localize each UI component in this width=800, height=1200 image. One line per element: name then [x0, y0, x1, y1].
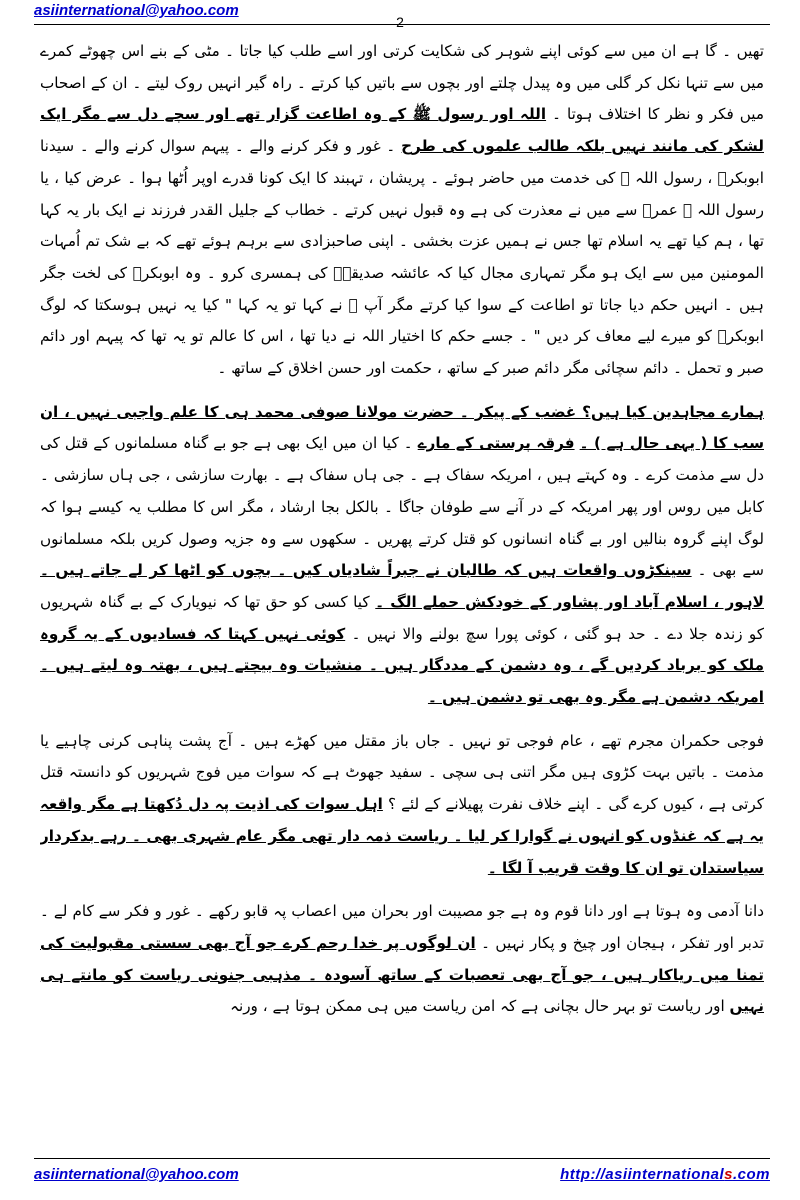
footer-website-link[interactable] — [560, 1166, 770, 1183]
paragraph-1-highlight-1: اللہ اور رسول ﷺ کے وہ اطاعت گزار تھے اور سچے دل سے مگر ایک لشکر کی مانند نہیں بلکہ طالب علموں کی طرح — [40, 105, 764, 156]
paragraph-4 — [40, 896, 764, 1023]
paragraph-2-highlight-2: فرقہ پرستی کے مارے — [417, 434, 575, 453]
paragraph-2-highlight-4: کوئی نہیں کہتا کہ فسادیوں کے یہ گروہ ملک کو برباد کردیں گے ، وہ دشمن کے مددگار ہیں ۔ منشیات وہ بیچتے ہیں ، بھتہ وہ لیتے ہیں ۔ امریکہ دشمن ہے مگر وہ بھی تو دشمن ہیں ۔ — [40, 624, 764, 707]
paragraph-2 — [40, 397, 764, 714]
paragraph-4-text-1: دانا آدمی وہ ہوتا ہے اور دانا قوم وہ ہے جو مصیبت اور بحران میں اعصاب پہ قابو رکھے ۔ غور و فکر سے کام لے ۔ تدبر اور تفکر ، ہیجان اور چیخ و پکار نہیں ۔ — [40, 902, 764, 952]
paragraph-3-text-1: فوجی حکمران مجرم تھے ، عام فوجی تو نہیں ۔ جاں باز مقتل میں کھڑے ہیں ۔ آج پشت پناہی کرنی چاہیے یا مذمت ۔ باتیں بہت کڑوی ہیں مگر اتنی ہی سچی ۔ سفید جھوٹ ہے کہ سوات میں فوج شہریوں کو دانستہ قتل کرتی ہے ، کیوں کرے گی ۔ اپنے خلاف نفرت پھیلانے کے لئے ؟ — [40, 731, 764, 814]
paragraph-2-highlight-1: ہمارے مجاہدین کیا ہیں؟ غضب کے پیکر ۔ حضرت مولانا صوفی محمد ہی کا علم واجبی نہیں ، ان سب کا ( یہی حال ہے ) ۔ — [40, 402, 764, 453]
footer-divider — [34, 1158, 770, 1159]
footer-url-prefix: http://asiinternational — [560, 1166, 725, 1183]
footer-url-accent: s — [724, 1166, 733, 1183]
paragraph-2-text-1: ۔ کیا ان میں ایک بھی ہے جو بے گناہ مسلمانوں کے قتل کی دل سے مذمت کرے ۔ وہ کہتے ہیں ، امریکہ سفاک ہے ۔ جی ہاں سفاک ہے ۔ بھارت سازشی ، جی ہاں سازشی ۔ کابل میں روس اور پھر امریکہ کے در آنے سے طوفان جاگا ۔ بالکل بجا ارشاد ، مگر اس کا مطلب یہ کیسے ہوا کہ لوگ اپنے گروہ بنالیں اور بے گناہ انسانوں کو قتل کرتے پھریں ۔ سکھوں سے وہ جزیہ وصول کریں بلکہ مسلمانوں سے بھی ۔ — [40, 434, 764, 580]
page-number: 2 — [396, 14, 404, 30]
paragraph-2-text-2: کیا کسی کو حق تھا کہ نیویارک کے بے گناہ شہریوں کو زندہ جلا دے ۔ حد ہو گئی ، کوئی پورا سچ بولنے والا نہیں ۔ — [40, 592, 764, 643]
header-email-link[interactable]: asiinternational@yahoo.com — [34, 2, 239, 19]
paragraph-1 — [40, 36, 764, 385]
article-body — [40, 36, 764, 1138]
footer-email-link[interactable]: asiinternational@yahoo.com — [34, 1166, 239, 1183]
paragraph-2-highlight-3: سینکڑوں واقعات ہیں کہ طالبان نے جبراً شادیاں کیں ۔ بچوں کو اٹھا کر لے جاتے ہیں ۔ لاہور ، اسلام آباد اور پشاور کے خودکش حملے الگ ۔ — [40, 561, 764, 611]
paragraph-4-text-2: اور ریاست تو بہر حال بچانی ہے کہ امن ریاست میں ہی ممکن ہوتا ہے ، ورنہ — [230, 997, 725, 1016]
paragraph-3-highlight-1: اہل سوات کی اذیت پہ دل دُکھتا ہے مگر واقعہ یہ ہے کہ غنڈوں کو انہوں نے گوارا کر لیا ۔ ریاست ذمہ دار تھی مگر عام شہری بھی ۔ رہے بدکردار سیاستدان تو ان کا وقت قریب آ لگا ۔ — [40, 795, 764, 877]
paragraph-4-highlight-1: ان لوگوں پر خدا رحم کرے جو آج بھی سستی مقبولیت کی تمنا میں ریاکار ہیں ، جو آج بھی تعصبات کے ساتھ آسودہ ۔ مذہبی جنونی ریاست کو مانتے ہی نہیں — [40, 933, 764, 1016]
footer-url-suffix: .com — [732, 1166, 770, 1183]
paragraph-3 — [40, 726, 764, 885]
paragraph-1-text-2: ۔ غور و فکر کرنے والے ۔ پیہم سوال کرنے والے ۔ سیدنا ابوبکرؓ ، رسول اللہ ﷺ کی خدمت میں حاضر ہوئے ۔ پریشان ، تہبند کا ایک کونا قدرے اوپر اُٹھا ہوا ۔ عرض کیا ، یا رسول اللہ ﷺ عمرؓ سے میں نے معذرت کی ہے وہ قبول نہیں کرتے ۔ خطاب کے جلیل القدر فرزند نے ایک بار یہ کہا تھا ، ہم کیا تھے یہ اسلام تھا جس نے ہمیں عزت بخشی ۔ اپنی صاحبزادی سے برہم ہوئے تھے کہ بے شک تم اُمہات المومنین میں سے ایک ہو مگر تمہاری مجال کیا کہ عائشہ صدیقہؓ کی ہمسری کرو ۔ وہ ابوبکرؓ کی لخت جگر ہیں ۔ انہیں حکم دیا جاتا تو اطاعت کے سوا کیا کرتے مگر آپ ﷺ نے کہا تو یہ کہا " کیا یہ نہیں ہوسکتا کہ لوگ ابوبکرؓ کو میرے لیے معاف کر دیں " ۔ جسے حکم کا اختیار اللہ نے دیا تھا ، اس کا عالم تو یہ تھا کہ پیہم اور دائم صبر و تحمل ۔ دائم سچائی مگر دائم صبر کے ساتھ ، حکمت اور حسن اخلاق کے ساتھ ۔ — [40, 137, 764, 378]
paragraph-1-text-1: تھیں ۔ گا ہے ان میں سے کوئی اپنے شوہر کی شکایت کرتی اور اسے طلب کیا جاتا ۔ مٹی کے بنے اس چھوٹے کمرے میں سے تنہا نکل کر گلی میں وہ پیدل چلتے اور بچوں سے باتیں کیا کرتے ۔ راہ گیر انہیں روک لیتے ۔ ان کے اصحاب میں فکر و نظر کا اختلاف ہوتا ۔ — [40, 42, 764, 124]
